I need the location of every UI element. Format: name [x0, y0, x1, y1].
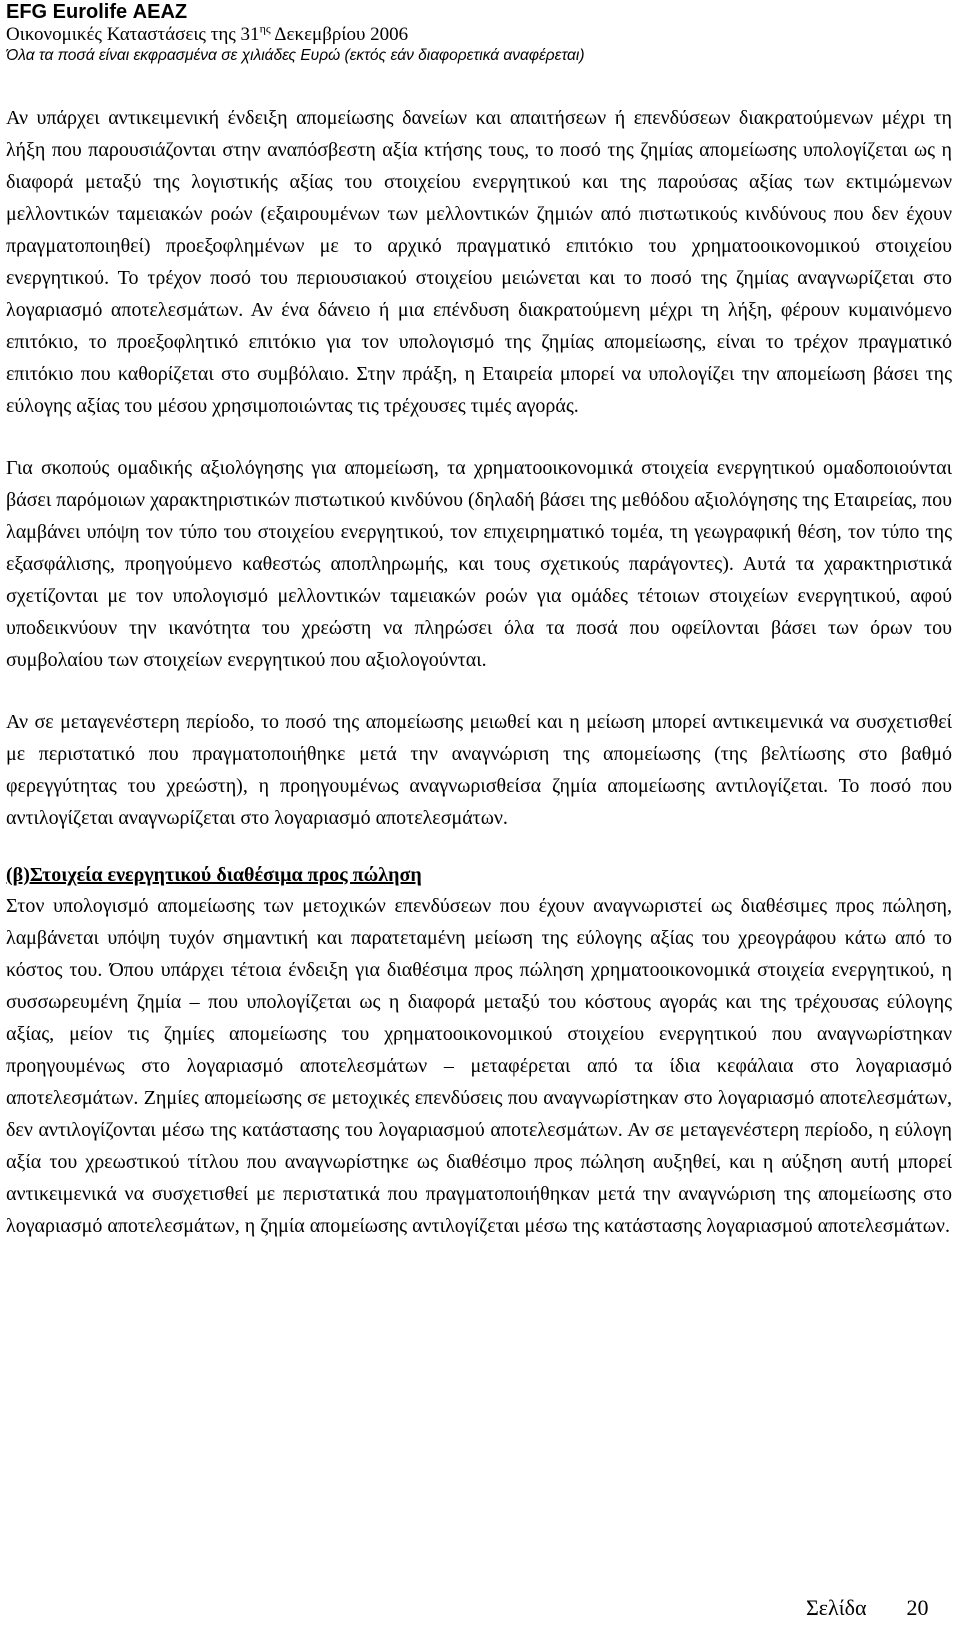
page-header	[6, 0, 946, 66]
statements-title-ordinal: ης	[259, 21, 271, 36]
statements-title-main: Οικονομικές Καταστάσεις της 31	[6, 24, 260, 45]
paragraph-individual-impairment: Αν υπάρχει αντικειμενική ένδειξη απομείωσης δανείων και απαιτήσεων ή επενδύσεων διακρατούμενων μέχρι τη λήξη που παρουσιάζονται στην αναπόσβεστη αξία κτήσης τους, το ποσό της ζημίας απομείωσης υπολογίζεται ως η διαφορά μεταξύ της λογιστικής αξίας του στοιχείου ενεργητικού και της παρούσας αξίας των εκτιμώμενων μελλοντικών ταμειακών ροών (εξαιρουμένων των μελλοντικών ζημιών από πιστωτικούς κινδύνους που δεν έχουν πραγματοποιηθεί) προεξοφλημένων με το αρχικό πραγματικό επιτόκιο του χρηματοοικονομικού στοιχείου ενεργητικού. Το τρέχον ποσό του περιουσιακού στοιχείου μειώνεται και το ποσό της ζημίας αναγνωρίζεται στο λογαριασμό αποτελεσμάτων. Αν ένα δάνειο ή μια επένδυση διακρατούμενη μέχρι τη λήξη, φέρουν κυμαινόμενο επιτόκιο, το προεξοφλητικό επιτόκιο για τον υπολογισμό της ζημίας απομείωσης, είναι το τρέχον πραγματικό επιτόκιο που καθορίζεται στο συμβόλαιο. Στην πράξη, η Εταιρεία μπορεί να υπολογίζει την απομείωση βάσει της εύλογης αξίας του μέσου χρησιμοποιώντας τις τρέχουσες τιμές αγοράς.	[6, 107, 952, 417]
page-number: 20	[906, 1595, 929, 1620]
paragraph-collective-impairment: Για σκοπούς ομαδικής αξιολόγησης για απομείωση, τα χρηματοοικονομικά στοιχεία ενεργητικού ομαδοποιούνται βάσει παρόμοιων χαρακτηριστικών πιστωτικού κινδύνου (δηλαδή βάσει της μεθόδου αξιολόγησης της Εταιρείας, που λαμβάνει υπόψη τον τύπο του στοιχείου ενεργητικού, τον επιχειρηματικό τομέα, τη γεωγραφική θέση, τον τύπο της εξασφάλισης, προηγούμενο καθεστώς αποπληρωμής, και τους σχετικούς παράγοντες). Αυτά τα χαρακτηριστικά σχετίζονται με τον υπολογισμό μελλοντικών ταμειακών ροών για ομάδες τέτοιων στοιχείων ενεργητικού, αφού υποδεικνύουν την ικανότητα του χρεώστη να πληρώσει όλα τα ποσά που οφείλονται βάσει των όρων του συμβολαίου των στοιχείων ενεργητικού που αξιολογούνται.	[6, 457, 952, 671]
page-label: Σελίδα	[806, 1595, 867, 1620]
company-name: EFG Eurolife ΑΕΑΖ	[6, 1, 188, 23]
page-footer	[806, 1594, 929, 1622]
paragraph-impairment-reversal: Αν σε μεταγενέστερη περίοδο, το ποσό της απομείωσης μειωθεί και η μείωση μπορεί αντικειμενικά να συσχετισθεί με περιστατικό που πραγματοποιήθηκε μετά την αναγνώριση της απομείωσης (της βελτίωσης στο βαθμό φερεγγύτητας του χρεώστη), η προηγουμένως αναγνωρισθείσα ζημία απομείωσης αντιλογίζεται. Το ποσό που αντιλογίζεται αναγνωρίζεται στο λογαριασμό αποτελεσμάτων.	[6, 711, 952, 829]
section-heading-available-for-sale: (β)Στοιχεία ενεργητικού διαθέσιμα προς πώληση	[6, 864, 422, 886]
statements-title	[6, 21, 946, 46]
document-body	[6, 102, 952, 1242]
currency-note: Όλα τα ποσά είναι εκφρασμένα σε χιλιάδες Ευρώ (εκτός εάν διαφορετικά αναφέρεται)	[6, 47, 585, 64]
paragraph-available-for-sale: Στον υπολογισμό απομείωσης των μετοχικών επενδύσεων που έχουν αναγνωριστεί ως διαθέσιμες προς πώληση, λαμβάνεται υπόψη τυχόν σημαντική και παρατεταμένη μείωση της εύλογης αξίας του χρεογράφου κάτω από το κόστος του. Όπου υπάρχει τέτοια ένδειξη για διαθέσιμα προς πώληση χρηματοοικονομικά στοιχεία ενεργητικού, η συσσωρευμένη ζημία – που υπολογίζεται ως η διαφορά μεταξύ του κόστους αγοράς και της τρέχουσας εύλογης αξίας, μείον τις ζημίες απομείωσης του χρηματοοικονομικού στοιχείου ενεργητικού που αναγνωρίστηκαν προηγουμένως στο λογαριασμό αποτελεσμάτων – μεταφέρεται από τα ίδια κεφάλαια στο λογαριασμό αποτελεσμάτων. Ζημίες απομείωσης σε μετοχικές επενδύσεις που αναγνωρίστηκαν στο λογαριασμό αποτελεσμάτων, δεν αντιλογίζονται μέσω της κατάστασης του λογαριασμού αποτελεσμάτων. Αν σε μεταγενέστερη περίοδο, η εύλογη αξία του χρεωστικού τίτλου που αναγνωρίστηκε ως διαθέσιμο προς πώληση αυξηθεί, και η αύξηση αυτή μπορεί αντικειμενικά να συσχετισθεί με περιστατικά που πραγματοποιήθηκαν μετά την αναγνώριση της απομείωσης στο λογαριασμό αποτελεσμάτων, η ζημία απομείωσης αντιλογίζεται μέσω της κατάστασης λογαριασμού αποτελεσμάτων.	[6, 895, 952, 1237]
statements-title-date: Δεκεμβρίου 2006	[270, 24, 409, 45]
